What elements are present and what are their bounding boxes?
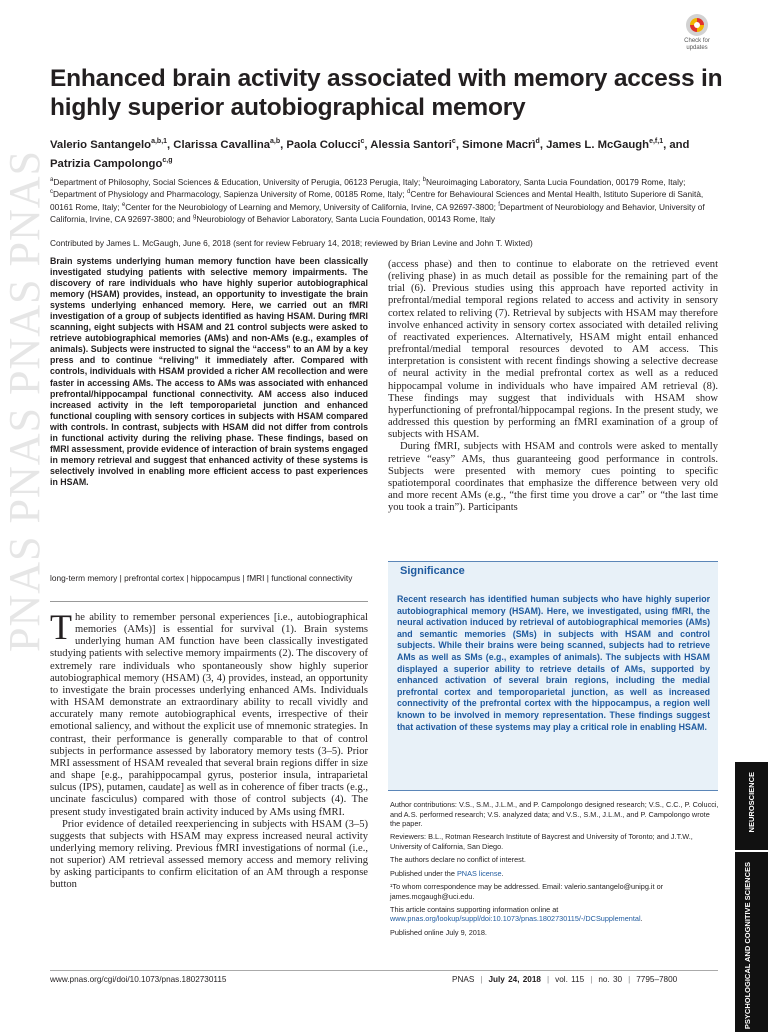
section-tab-label: PSYCHOLOGICAL AND COGNITIVE SCIENCES xyxy=(743,862,752,1030)
keywords: long-term memory | prefrontal cortex | hippocampus | fMRI | functional connectivity xyxy=(50,573,353,583)
body-paragraph-2: Prior evidence of detailed reexperiencing in subjects with HSAM (3–5) suggests that subjects with HSAM may express increased neural activity underlying memory reliving. Previous fMRI investigations of normal (i.e., not superior) AM retrieval assessed memory access and memory reliving by asking participants to confirm elicitation of an AM through a response button xyxy=(50,818,368,891)
footer-pages: 7795–7800 xyxy=(636,975,678,984)
drop-cap: T xyxy=(50,607,72,647)
footer-volume: vol. 115 xyxy=(555,975,585,984)
footer-doi[interactable]: www.pnas.org/cgi/doi/10.1073/pnas.1802730115 xyxy=(50,975,227,984)
contributed-line: Contributed by James L. McGaugh, June 6, 2018 (sent for review February 14, 2018; reviewed by Brian Levine and John T. Wixted) xyxy=(50,238,533,248)
check-for-updates-badge[interactable] xyxy=(673,14,721,56)
supporting-info-link[interactable]: www.pnas.org/lookup/suppl/doi:10.1073/pnas.1802730115/-/DCSupplemental xyxy=(390,914,641,924)
significance-heading: Significance xyxy=(400,565,465,577)
keywords-divider xyxy=(50,601,368,602)
supporting-info-note: This article contains supporting information online at www.pnas.org/lookup/suppl/doi:10.1073/pnas.1802730115/-/DCSupplemental. xyxy=(390,904,643,924)
pnas-license-link[interactable]: PNAS license xyxy=(456,868,502,878)
published-online: Published online July 9, 2018. xyxy=(390,927,487,937)
body-paragraph-3: (access phase) and then to continue to elaborate on the retrieved event (reliving phase) in as much detail as possible for the remaining part of the trial (6). Previous studies using this approach have reported activity in prefrontal/medial temporal regions related to access and activity in sensory cortex related to reliving (7). Retrieval by subjects with HSAM may therefore involve enhanced activity in sensory cortex associated with detailed reliving of reactivated experiences. Alternatively, HSAM might entail enhanced prefrontal/medial temporal resources devoted to AM access. This interpretation is consistent with recent findings showing a selective decrease of neural activity in the medial prefrontal cortex as well as a reduced hippocampal volume in individuals who have impaired AM retrieval (8). These findings may suggest that individuals with HSAM show hyperfunctioning of prefrontal/hippocampal regions. In the present study, we addressed this question by performing an fMRI examination of a group of subjects with HSAM. xyxy=(388,259,718,441)
body-paragraph-1: he ability to remember personal experiences [i.e., autobiographical memories (AMs)] is essential for survival (1). Brain systems underlying human AM function have been classically investigated studying patients with selective memory impairments (2). The discovery of extremely rare individuals who spontaneously show highly superior autobiographical memory (HSAM) (3, 4) provides, instead, an opportunity to investigate the brain processes underlying enhanced AMs. Individuals with HSAM demonstrate an extraordinary ability to recall vividly and accurately many remote autobiographical events, irrespective of their emotional saliency, and without the explicit use of mnemonic strategies. In contrast, their performance is generally comparable to that of control subjects in performance assessed by laboratory memory tests (3–5). Prior MRI assessment of HSAM revealed that several brain regions differ in size and shape [e.g., parahippocampal gyrus, posterior insula, intraparietal sulcus (IPS), putamen, caudate] as well as in coherence of fiber tracts (e.g., uncinate fasciculus) compared with those of control subjects (4). The present study investigated brain activity induced by AMs using fMRI. xyxy=(50,612,368,818)
footer-citation: PNAS | July 24, 2018 | vol. 115 | no. 30 | 7795–7800 xyxy=(452,975,678,984)
section-tab-label: NEUROSCIENCE xyxy=(747,772,756,833)
footer-date: July 24, 2018 xyxy=(488,975,541,984)
footer-divider xyxy=(50,970,718,971)
author-list: Valerio Santangelo$^{a,b,1}$, Clarissa Cavallina$^{a,b}$, Paola Colucci$^c$, Alessia Santori$^c$, Simone Macrì$^d$, James L. McGaugh$^{e,f,1}$, and Patrizia Campolongo$^{c,g}$ xyxy=(50,138,690,170)
conflict-statement: The authors declare no conflict of interest. xyxy=(390,855,526,865)
check-updates-icon xyxy=(686,14,708,36)
check-updates-label: Check for updates xyxy=(684,38,710,51)
footer-journal: PNAS xyxy=(452,975,475,984)
author-contributions: Author contributions: V.S., S.M., J.L.M., and P. Campolongo designed research; V.S., C.C., P. Colucci, and A.S. performed research; V.S. analyzed data; and V.S., S.M., J.L.M., and P. Campolongo wrote the paper. xyxy=(390,800,719,829)
footnotes xyxy=(390,800,720,941)
body-column-left xyxy=(50,607,368,892)
significance-text: Recent research has identified human subjects who have highly superior autobiographical memory (HSAM). Here, we investigated, using fMRI, the neural activation induced by retrieval of autobiographical memories (AMs) and semantic memories (SMs) in subjects with HSAM and control subjects. While their brains were being scanned, subjects had to retrieve AMs as well as SMs (e.g., examples of animals). The subjects with HSAM displayed a superior ability to retrieve details of AMs, supported by enhanced activation of several brain regions, including the medial prefrontal cortex and temporoparietal junction, as well as increased connectivity of the prefrontal cortex with the hippocampus, a region well known to be involved in memory representation. These findings suggest that activation of these systems may play a critical role in enabling HSAM. xyxy=(397,594,710,732)
section-tab-neuroscience xyxy=(735,762,768,850)
reviewers-note: Reviewers: B.L., Rotman Research Institute of Baycrest and University of Toronto; and J.T.W., University of California, San Diego. xyxy=(390,832,693,852)
abstract: Brain systems underlying human memory function have been classically investigated studying patients with selective memory impairments. The discovery of rare individuals who have highly superior autobiographical memory (HSAM) provides, instead, an opportunity to investigate the brain systems underlying enhanced memory. Here, we carried out an fMRI investigation of a group of subjects identified as having HSAM. During fMRI scanning, eight subjects with HSAM and 21 control subjects were asked to retrieve autobiographical memories (AMs) and non-AMs (e.g., examples of animals). Subjects were instructed to signal the “access” to an AM by a key press and to continue “reliving” it immediately after. Compared with controls, individuals with HSAM provided a richer AM recollection and were faster in accessing AMs. The access to AMs was associated with enhanced prefrontal/hippocampal functional connectivity. AM access also induced increased activity in the left temporoparietal junction and enhanced functional coupling with sensory cortices in subjects with HSAM compared with controls. In contrast, subjects with HSAM did not differ from controls in functional activity during the reliving phase. These findings, based on fMRI assessment, provide evidence of interaction of brain systems engaged in memory retrieval and suggest that enhanced activity of these systems is selectively involved in enabling more efficient access to past experiences in HSAM. xyxy=(50,256,368,487)
section-tab-psychology xyxy=(735,852,768,1032)
affiliations: $^a$Department of Philosophy, Social Sciences & Education, University of Perugia, 06123 Perugia, Italy; $^b$Neuroimaging Laboratory, Santa Lucia Foundation, 00179 Rome, Italy; $^c$Department of Physiology and Pharmacology, Sapienza University of Rome, 00185 Rome, Italy; $^d$Centre for Behavioural Sciences and Mental Health, Istituto Superiore di Sanità, 00161 Rome, Italy; $^e$Center for the Neurobiology of Learning and Memory, University of California, Irvine, CA 92697-3800; $^f$Department of Neurobiology and Behavior, University of California, Irvine, CA 92697-3800; and $^g$Neurobiology of Behavior Laboratory, Santa Lucia Foundation, 00143 Rome, Italy xyxy=(50,176,705,224)
body-column-right xyxy=(388,259,718,514)
body-paragraph-4: During fMRI, subjects with HSAM and controls were asked to mentally retrieve “easy” AMs, thus guaranteeing good performance in controls. Subjects were presented with memory cues pointing to specific spatiotemporal coordinates that emphasize the difference between very old and more recent AMs (e.g., “the first time you drove a car” or “the last time you took a train”). Participants xyxy=(388,441,718,514)
watermark-text: PNAS PNAS PNAS PNAS xyxy=(0,150,49,652)
license-note: Published under the PNAS license. xyxy=(390,868,504,878)
article-title: Enhanced brain activity associated with memory access in highly superior autobiographical memory xyxy=(50,65,723,121)
correspondence-note: ¹To whom correspondence may be addressed. Email: valerio.santangelo@unipg.it or james.mcgaugh@uci.edu. xyxy=(390,881,664,901)
footer-number: no. 30 xyxy=(598,975,623,984)
pnas-watermark xyxy=(0,150,56,770)
